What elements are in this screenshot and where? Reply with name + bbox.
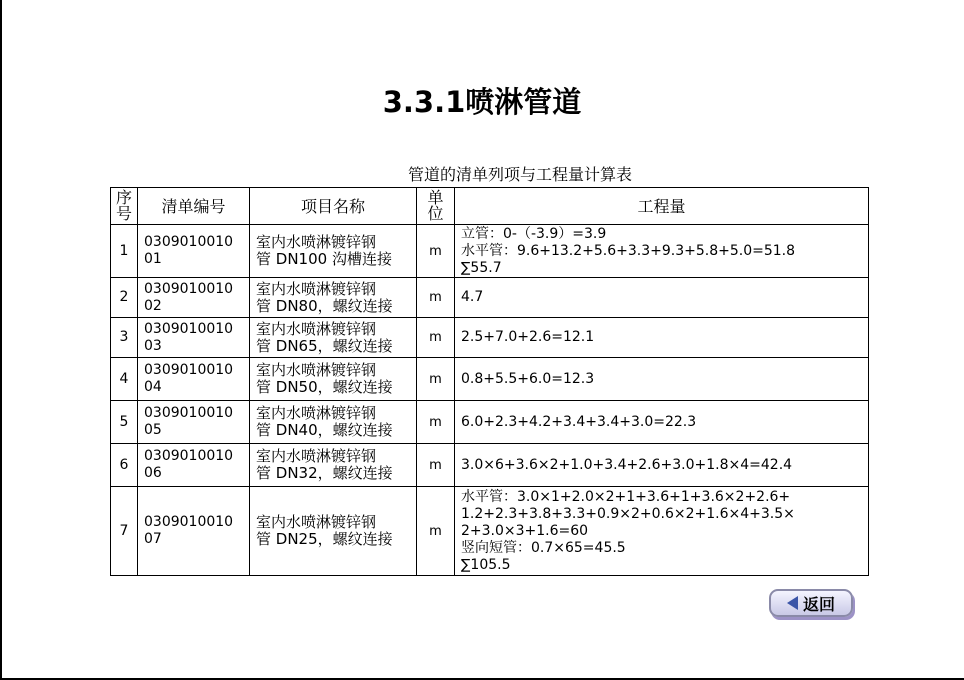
cell-seq: 1 xyxy=(111,225,138,278)
cell-seq: 4 xyxy=(111,358,138,401)
table-row xyxy=(111,278,869,318)
cell-name xyxy=(250,225,417,278)
cell-name xyxy=(250,487,417,576)
cell-unit: m xyxy=(417,444,455,487)
quantity-calc-table xyxy=(110,187,869,576)
header-quantity: 工程量 xyxy=(455,188,869,225)
cell-name xyxy=(250,278,417,318)
cell-name-line: 室内水喷淋镀锌钢 xyxy=(256,319,377,338)
cell-quantity-line: 1.2+2.3+3.8+3.3+0.9×2+0.6×2+1.6×4+3.5× xyxy=(461,505,795,522)
cell-seq: 5 xyxy=(111,401,138,444)
cell-quantity xyxy=(455,225,869,278)
header-seq-line-2: 号 xyxy=(115,204,132,223)
cell-unit: m xyxy=(417,278,455,318)
cell-seq: 3 xyxy=(111,318,138,358)
cell-code xyxy=(138,225,250,278)
cell-unit: m xyxy=(417,487,455,576)
table-row xyxy=(111,318,869,358)
cell-code xyxy=(138,278,250,318)
cell-quantity-line: ∑55.7 xyxy=(461,259,502,276)
cell-code-line: 07 xyxy=(144,531,162,547)
cell-name-line: 室内水喷淋镀锌钢 xyxy=(256,233,377,251)
cell-code-line: 0309010010 xyxy=(144,280,234,297)
cell-name-line: 管 DN65，螺纹连接 xyxy=(256,336,393,355)
cell-name xyxy=(250,358,417,401)
page-title: 3.3.1喷淋管道 xyxy=(382,85,582,119)
cell-code xyxy=(138,358,250,401)
cell-unit: m xyxy=(417,358,455,401)
cell-name-line: 室内水喷淋镀锌钢 xyxy=(256,279,377,298)
cell-seq: 6 xyxy=(111,444,138,487)
cell-quantity-line: 2.5+7.0+2.6=12.1 xyxy=(461,329,595,345)
cell-name xyxy=(250,401,417,444)
cell-code-line: 0309010010 xyxy=(144,234,234,250)
cell-quantity-line: 0.8+5.5+6.0=12.3 xyxy=(461,370,595,387)
table-caption: 管道的清单列项与工程量计算表 xyxy=(407,165,632,184)
header-seq xyxy=(111,188,138,225)
cell-quantity xyxy=(455,358,869,401)
cell-code-line: 06 xyxy=(144,465,162,481)
cell-quantity-line: ∑105.5 xyxy=(461,556,511,573)
cell-quantity-line: 竖向短管：0.7×65=45.5 xyxy=(461,539,626,556)
cell-code-line: 0309010010 xyxy=(144,362,234,378)
cell-quantity-line: 水平管：9.6+13.2+5.6+3.3+9.3+5.8+5.0=51.8 xyxy=(461,242,796,259)
cell-quantity-line: 立管：0-（-3.9）=3.9 xyxy=(461,225,607,242)
cell-code-line: 0309010010 xyxy=(144,405,234,421)
table-row xyxy=(111,401,869,444)
table-body xyxy=(111,225,869,576)
cell-unit: m xyxy=(417,401,455,444)
cell-name-line: 管 DN80，螺纹连接 xyxy=(256,296,393,315)
cell-code-line: 03 xyxy=(144,337,162,354)
cell-quantity xyxy=(455,278,869,318)
left-arrow-icon xyxy=(787,596,798,610)
cell-unit: m xyxy=(417,318,455,358)
cell-code-line: 05 xyxy=(144,422,162,438)
cell-quantity xyxy=(455,401,869,444)
cell-seq: 7 xyxy=(111,487,138,576)
cell-quantity-line: 6.0+2.3+4.2+3.4+3.4+3.0=22.3 xyxy=(461,413,697,430)
cell-quantity-line: 2+3.0×3+1.6=60 xyxy=(461,522,589,539)
cell-name-line: 室内水喷淋镀锌钢 xyxy=(256,404,377,422)
cell-name-line: 室内水喷淋镀锌钢 xyxy=(256,447,377,465)
table-row xyxy=(111,225,869,278)
cell-code xyxy=(138,318,250,358)
header-unit-line-2: 位 xyxy=(427,204,444,223)
cell-quantity xyxy=(455,444,869,487)
cell-quantity-line: 水平管：3.0×1+2.0×2+1+3.6+1+3.6×2+2.6+ xyxy=(461,488,791,505)
cell-name-line: 室内水喷淋镀锌钢 xyxy=(256,513,377,531)
cell-code-line: 0309010010 xyxy=(144,514,234,530)
header-unit-line-1: 单 xyxy=(427,188,444,207)
cell-code xyxy=(138,444,250,487)
cell-code-line: 04 xyxy=(144,379,162,395)
table-row xyxy=(111,358,869,401)
cell-code-line: 02 xyxy=(144,297,162,314)
cell-quantity xyxy=(455,318,869,358)
cell-name-line: 管 DN50，螺纹连接 xyxy=(256,378,393,396)
cell-code-line: 0309010010 xyxy=(144,448,234,464)
table-row xyxy=(111,487,869,576)
table-row xyxy=(111,444,869,487)
cell-code xyxy=(138,401,250,444)
cell-unit: m xyxy=(417,225,455,278)
cell-name-line: 管 DN100 沟槽连接 xyxy=(256,250,392,268)
cell-code xyxy=(138,487,250,576)
cell-quantity-line: 3.0×6+3.6×2+1.0+3.4+2.6+3.0+1.8×4=42.4 xyxy=(461,456,793,473)
cell-quantity-line: 4.7 xyxy=(461,289,484,305)
header-seq-line-1: 序 xyxy=(115,188,132,207)
back-button-label: 返回 xyxy=(802,594,835,614)
cell-seq: 2 xyxy=(111,278,138,318)
cell-name-line: 管 DN40，螺纹连接 xyxy=(256,421,393,439)
table-header-row xyxy=(111,188,869,225)
cell-name xyxy=(250,444,417,487)
cell-quantity xyxy=(455,487,869,576)
cell-name-line: 管 DN32，螺纹连接 xyxy=(256,464,393,482)
header-code: 清单编号 xyxy=(138,188,250,225)
header-name: 项目名称 xyxy=(250,188,417,225)
header-unit xyxy=(417,188,455,225)
cell-code-line: 0309010010 xyxy=(144,320,234,337)
back-button[interactable] xyxy=(769,589,853,617)
cell-name xyxy=(250,318,417,358)
cell-name-line: 室内水喷淋镀锌钢 xyxy=(256,361,377,379)
cell-name-line: 管 DN25，螺纹连接 xyxy=(256,530,393,548)
cell-code-line: 01 xyxy=(144,251,162,267)
